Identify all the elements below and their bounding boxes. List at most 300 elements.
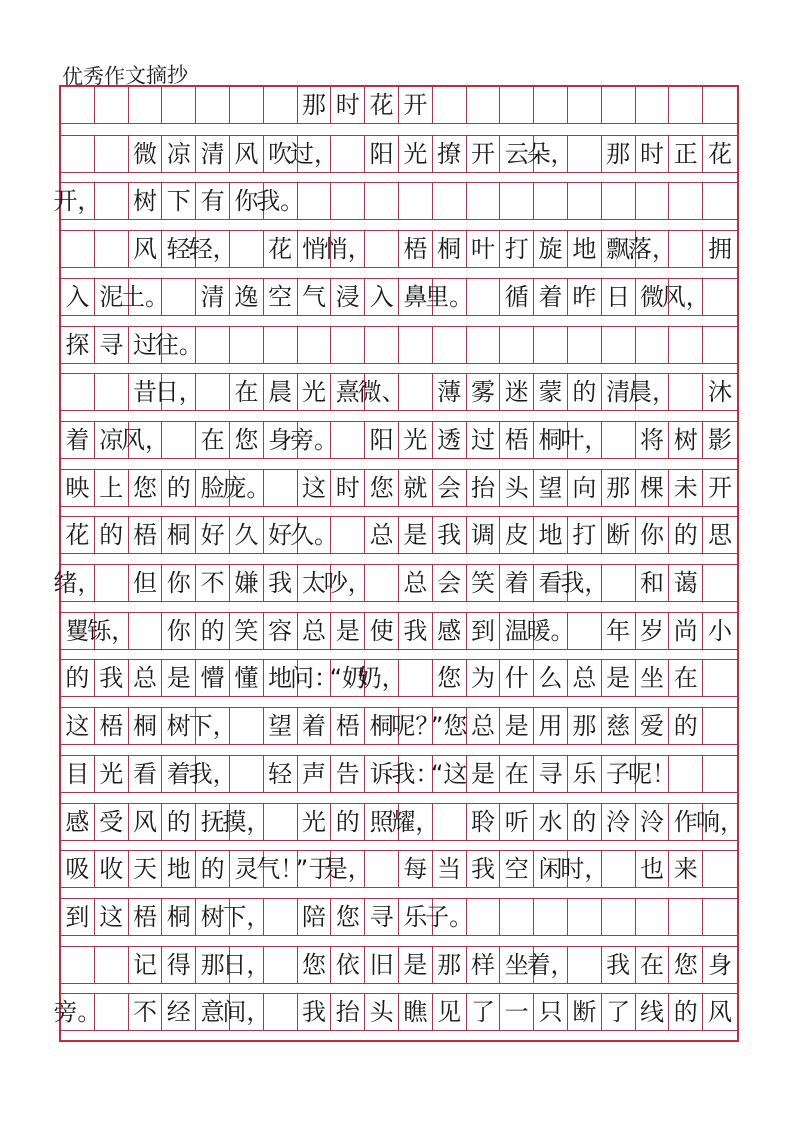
grid-cell: 我 xyxy=(399,613,433,649)
grid-cell: 你 xyxy=(162,613,196,649)
grid-cell xyxy=(365,851,399,887)
grid-cell: 么 xyxy=(534,660,568,696)
grid-cell: 到 xyxy=(467,613,501,649)
grid-cell xyxy=(703,660,737,696)
grid-cell: 微、 xyxy=(365,374,399,410)
grid-cell: 浸 xyxy=(331,279,365,315)
grid-cell: 笑 xyxy=(230,613,264,649)
grid-cell xyxy=(467,899,501,935)
grid-cell: 我： xyxy=(399,756,433,792)
grid-cell xyxy=(467,327,501,363)
grid-cell: 你 xyxy=(636,517,670,553)
grid-cell: 的 xyxy=(95,517,129,553)
grid-cell: 脸 xyxy=(196,470,230,506)
grid-cell: 气 xyxy=(298,279,332,315)
grid-cell: 一 xyxy=(500,994,534,1030)
grid-cell xyxy=(331,183,365,219)
grid-cell xyxy=(703,756,737,792)
grid-cell: 泠 xyxy=(602,804,636,840)
grid-cell xyxy=(95,231,129,267)
grid-cell xyxy=(61,231,95,267)
grid-cell xyxy=(196,374,230,410)
grid-cell: 照 xyxy=(365,804,399,840)
grid-cell: 不 xyxy=(129,994,163,1030)
grid-cell: 断 xyxy=(568,994,602,1030)
grid-cell: 往。 xyxy=(162,327,196,363)
grid-cell: 调 xyxy=(467,517,501,553)
grid-cell xyxy=(264,470,298,506)
grid-cell: 土。 xyxy=(129,279,163,315)
grid-cell: 您 xyxy=(365,470,399,506)
grid-cell: 梧 xyxy=(500,422,534,458)
grid-cell: 在 xyxy=(196,422,230,458)
grid-cell: 你 xyxy=(162,565,196,601)
grid-cell: 那 xyxy=(602,136,636,172)
grid-cell: 诉 xyxy=(365,756,399,792)
grid-cell: 水 xyxy=(534,804,568,840)
grid-cell: 空 xyxy=(500,851,534,887)
grid-cell: 是， xyxy=(331,851,365,887)
grid-cell: 不 xyxy=(196,565,230,601)
grid-cell: 您 xyxy=(129,470,163,506)
grid-cell: 清 xyxy=(602,374,636,410)
grid-cell: 在 xyxy=(669,660,703,696)
grid-cell: 是 xyxy=(467,756,501,792)
grid-cell: 了 xyxy=(602,994,636,1030)
grid-cell xyxy=(703,183,737,219)
grid-cell: 您 xyxy=(298,947,332,983)
text-row xyxy=(61,850,737,888)
grid-cell: 告 xyxy=(331,756,365,792)
grid-cell xyxy=(298,327,332,363)
grid-cell: 懂 xyxy=(230,660,264,696)
grid-cell: 光 xyxy=(399,422,433,458)
grid-cell xyxy=(703,899,737,935)
grid-cell: 那 xyxy=(196,947,230,983)
grid-cell: 的 xyxy=(331,804,365,840)
grid-cell: 总 xyxy=(467,708,501,744)
text-row xyxy=(53,564,737,602)
grid-cell: 映 xyxy=(61,470,95,506)
grid-cell xyxy=(703,279,737,315)
grid-cell: 经 xyxy=(162,994,196,1030)
grid-cell: 悄 xyxy=(298,231,332,267)
grid-cell: 听 xyxy=(500,804,534,840)
grid-cell xyxy=(568,613,602,649)
text-row xyxy=(53,993,737,1031)
grid-cell: 记 xyxy=(129,947,163,983)
grid-cell: 逸 xyxy=(230,279,264,315)
grid-cell xyxy=(61,87,95,123)
grid-cell: 感 xyxy=(61,804,95,840)
grid-cell: 受 xyxy=(95,804,129,840)
grid-cell: 着 xyxy=(61,422,95,458)
grid-cell: 望 xyxy=(264,708,298,744)
grid-cell: 凉 xyxy=(95,422,129,458)
grid-cell xyxy=(568,947,602,983)
grid-cell: 下， xyxy=(230,899,264,935)
grid-cell: 太 xyxy=(298,565,332,601)
grid-cell: 桐 xyxy=(534,422,568,458)
grid-cell xyxy=(602,422,636,458)
grid-cell xyxy=(433,87,467,123)
grid-cell: 您 xyxy=(331,899,365,935)
grid-cell: 蔼 xyxy=(669,565,703,601)
grid-cell: 风 xyxy=(129,231,163,267)
grid-cell: 风 xyxy=(708,998,733,1027)
grid-cell: 上 xyxy=(95,470,129,506)
grid-cell xyxy=(95,87,129,123)
grid-cell xyxy=(196,87,230,123)
grid-cell: 使 xyxy=(365,613,399,649)
grid-cell: 就 xyxy=(399,470,433,506)
grid-cell xyxy=(703,851,737,887)
header-note: 优秀作文摘抄 xyxy=(61,62,189,90)
grid-cell: 空 xyxy=(264,279,298,315)
grid-cell: 绪， xyxy=(61,565,95,601)
grid-cell: 瞧 xyxy=(399,994,433,1030)
grid-cell: 开 xyxy=(399,87,433,123)
grid-cell xyxy=(399,660,433,696)
grid-cell xyxy=(534,183,568,219)
grid-cell: 天 xyxy=(129,851,163,887)
grid-cell xyxy=(196,327,230,363)
grid-cell: 着 xyxy=(162,756,196,792)
text-row xyxy=(61,278,737,316)
grid-cell: 寻 xyxy=(365,899,399,935)
grid-cell: 风 xyxy=(129,804,163,840)
grid-cell xyxy=(602,183,636,219)
grid-cell: 慈 xyxy=(602,708,636,744)
grid-cell: 我 xyxy=(264,565,298,601)
grid-cell: 呢！ xyxy=(636,756,670,792)
grid-cell xyxy=(433,804,467,840)
grid-cell: 风 xyxy=(230,136,264,172)
grid-cell: 撩 xyxy=(433,136,467,172)
grid-cell: 旁。 xyxy=(61,994,95,1030)
grid-cell xyxy=(129,87,163,123)
grid-cell: 地 xyxy=(162,851,196,887)
grid-cell xyxy=(331,517,365,553)
grid-cell: 我 xyxy=(602,947,636,983)
grid-cell: 样 xyxy=(467,947,501,983)
grid-cell xyxy=(264,994,298,1030)
grid-cell: 陪 xyxy=(298,899,332,935)
grid-cell: 下， xyxy=(196,708,230,744)
grid-cell: 我。 xyxy=(264,183,298,219)
grid-cell: 暖。 xyxy=(534,613,568,649)
grid-cell xyxy=(467,279,501,315)
grid-cell xyxy=(162,279,196,315)
grid-cell: 是 xyxy=(500,708,534,744)
grid-cell: 声 xyxy=(298,756,332,792)
grid-cell: 嫌 xyxy=(230,565,264,601)
grid-cell: 过 xyxy=(467,422,501,458)
grid-cell xyxy=(61,374,95,410)
grid-cell: 过， xyxy=(298,136,332,172)
grid-cell: 久 xyxy=(230,517,264,553)
grid-cell: 线 xyxy=(636,994,670,1030)
grid-cell: 阳 xyxy=(365,136,399,172)
grid-cell: 这 xyxy=(61,708,95,744)
grid-cell: 抬 xyxy=(467,470,501,506)
grid-cell xyxy=(264,804,298,840)
grid-cell: 抬 xyxy=(331,994,365,1030)
grid-cell xyxy=(365,565,399,601)
grid-cell: 身 xyxy=(708,950,733,979)
text-row xyxy=(61,755,737,793)
grid-cell xyxy=(602,565,636,601)
grid-cell: 吹 xyxy=(264,136,298,172)
grid-cell xyxy=(331,327,365,363)
grid-cell: 的 xyxy=(669,994,703,1030)
grid-cell xyxy=(230,87,264,123)
grid-cell: 桐 xyxy=(162,899,196,935)
grid-cell: 这 xyxy=(298,470,332,506)
grid-cell: 笑 xyxy=(467,565,501,601)
grid-cell xyxy=(230,327,264,363)
grid-cell: 身 xyxy=(264,422,298,458)
grid-cell: 梧 xyxy=(129,899,163,935)
grid-cell xyxy=(399,327,433,363)
grid-cell xyxy=(602,327,636,363)
grid-cell: 雾 xyxy=(467,374,501,410)
grid-cell xyxy=(264,947,298,983)
grid-cell: 响， xyxy=(696,807,745,836)
grid-cell: 光 xyxy=(399,136,433,172)
grid-cell: 花 xyxy=(708,139,733,168)
grid-cell: 依 xyxy=(331,947,365,983)
grid-cell: 吵， xyxy=(331,565,365,601)
grid-cell: 开， xyxy=(61,183,95,219)
grid-cell: 落， xyxy=(636,231,670,267)
grid-cell: 棵 xyxy=(636,470,670,506)
grid-cell: 入 xyxy=(61,279,95,315)
grid-cell: 日 xyxy=(602,279,636,315)
grid-cell: 的 xyxy=(196,613,230,649)
grid-cell: 意 xyxy=(196,994,230,1030)
grid-cell xyxy=(365,231,399,267)
grid-cell: 花 xyxy=(264,231,298,267)
grid-cell: 旁。 xyxy=(298,422,332,458)
grid-cell xyxy=(399,374,433,410)
grid-cell: 呢？ xyxy=(399,708,433,744)
grid-cell xyxy=(568,183,602,219)
grid-cell xyxy=(500,87,534,123)
grid-cell: 着， xyxy=(534,947,568,983)
grid-cell: 皮 xyxy=(500,517,534,553)
grid-cell: 时 xyxy=(636,136,670,172)
grid-cell: 会 xyxy=(433,470,467,506)
grid-cell: 光 xyxy=(298,804,332,840)
grid-cell: 树 xyxy=(196,899,230,935)
grid-cell: 正 xyxy=(669,136,703,172)
grid-cell: 旧 xyxy=(365,947,399,983)
grid-cell: 微 xyxy=(636,279,670,315)
grid-cell: 光 xyxy=(95,756,129,792)
grid-cell xyxy=(331,136,365,172)
grid-cell: 透 xyxy=(433,422,467,458)
grid-cell: 问： xyxy=(298,660,332,696)
grid-cell: 气！ xyxy=(264,851,298,887)
grid-cell xyxy=(703,565,737,601)
grid-cell: 尚 xyxy=(669,613,703,649)
grid-cell: 的 xyxy=(196,851,230,887)
grid-cell: 沐 xyxy=(708,378,733,407)
grid-cell: 在 xyxy=(636,947,670,983)
title-row xyxy=(61,87,737,124)
grid-cell: 是 xyxy=(602,660,636,696)
grid-cell: 的 xyxy=(568,374,602,410)
grid-cell: 地 xyxy=(534,517,568,553)
text-row xyxy=(61,135,737,173)
grid-cell xyxy=(264,899,298,935)
grid-cell: 看 xyxy=(534,565,568,601)
grid-cell xyxy=(162,422,196,458)
grid-cell: 树 xyxy=(669,422,703,458)
text-row xyxy=(61,898,737,936)
grid-cell: ”于 xyxy=(298,851,332,887)
grid-cell xyxy=(568,87,602,123)
grid-cell xyxy=(162,87,196,123)
grid-cell: 地 xyxy=(264,660,298,696)
grid-cell: 见 xyxy=(433,994,467,1030)
grid-cell: 当 xyxy=(433,851,467,887)
grid-cell: 摸， xyxy=(230,804,264,840)
grid-cell: 鼻 xyxy=(399,279,433,315)
grid-cell: 子。 xyxy=(433,899,467,935)
grid-cell: 桐 xyxy=(129,708,163,744)
grid-cell: 是 xyxy=(331,613,365,649)
grid-cell: 坐 xyxy=(500,947,534,983)
grid-cell: 着 xyxy=(534,279,568,315)
grid-cell: 目 xyxy=(61,756,95,792)
grid-cell xyxy=(95,183,129,219)
grid-cell xyxy=(230,231,264,267)
grid-cell: 蒙 xyxy=(534,374,568,410)
grid-cell: 您 xyxy=(230,422,264,458)
grid-cell: 的 xyxy=(61,660,95,696)
grid-cell: 了 xyxy=(467,994,501,1030)
grid-cell: 闲 xyxy=(534,851,568,887)
grid-cell xyxy=(433,183,467,219)
grid-cell xyxy=(467,183,501,219)
grid-cell: 朵， xyxy=(534,136,568,172)
grid-cell: 日， xyxy=(230,947,264,983)
grid-cell xyxy=(95,374,129,410)
grid-cell xyxy=(61,136,95,172)
grid-cell: 轻 xyxy=(264,756,298,792)
grid-cell: 花 xyxy=(365,87,399,123)
grid-cell xyxy=(669,183,703,219)
grid-cell xyxy=(534,87,568,123)
grid-cell: 入 xyxy=(365,279,399,315)
grid-cell xyxy=(703,87,737,123)
grid-cell: 寻 xyxy=(95,327,129,363)
grid-cell: 的 xyxy=(669,517,703,553)
grid-cell: 好 xyxy=(196,517,230,553)
grid-cell: 旋 xyxy=(534,231,568,267)
grid-cell: 将 xyxy=(636,422,670,458)
grid-cell: 开 xyxy=(467,136,501,172)
grid-cell xyxy=(331,422,365,458)
grid-cell xyxy=(95,136,129,172)
grid-cell: 光 xyxy=(298,374,332,410)
grid-cell xyxy=(636,327,670,363)
grid-cell: 头 xyxy=(365,994,399,1030)
grid-cell xyxy=(534,327,568,363)
grid-cell xyxy=(669,899,703,935)
grid-cell xyxy=(230,756,264,792)
grid-cell: 地 xyxy=(568,231,602,267)
grid-cell: 看 xyxy=(129,756,163,792)
grid-cell: 循 xyxy=(500,279,534,315)
grid-cell: 开 xyxy=(708,473,733,502)
grid-cell: 什 xyxy=(500,660,534,696)
grid-cell: 未 xyxy=(669,470,703,506)
grid-cell: 收 xyxy=(95,851,129,887)
grid-cell xyxy=(703,327,737,363)
grid-cell: 过 xyxy=(129,327,163,363)
grid-cell: 我 xyxy=(298,994,332,1030)
grid-cell: 是 xyxy=(399,947,433,983)
grid-cell: 好 xyxy=(264,517,298,553)
grid-cell: 向 xyxy=(568,470,602,506)
grid-cell xyxy=(298,183,332,219)
grid-cell: 聆 xyxy=(467,804,501,840)
grid-cell: 只 xyxy=(534,994,568,1030)
grid-cell: 总 xyxy=(129,660,163,696)
grid-cell: 梧 xyxy=(399,231,433,267)
grid-cell xyxy=(467,87,501,123)
grid-cell xyxy=(500,327,534,363)
grid-cell: 的 xyxy=(568,804,602,840)
grid-cell xyxy=(568,136,602,172)
grid-cell: 铄， xyxy=(95,613,129,649)
grid-cell: 总 xyxy=(365,517,399,553)
grid-cell: 岁 xyxy=(636,613,670,649)
grid-cell: 灵 xyxy=(230,851,264,887)
grid-cell: 桐 xyxy=(162,517,196,553)
grid-cell: 那 xyxy=(298,87,332,123)
grid-cell: 叶， xyxy=(568,422,602,458)
grid-cell: 轻， xyxy=(196,231,230,267)
grid-cell: 坐 xyxy=(636,660,670,696)
grid-cell: 轻 xyxy=(162,231,196,267)
grid-cell xyxy=(636,87,670,123)
grid-cell: 昔 xyxy=(129,374,163,410)
grid-cell xyxy=(264,327,298,363)
grid-cell: 庞。 xyxy=(230,470,264,506)
grid-cell: 这 xyxy=(95,899,129,935)
grid-cell: 来 xyxy=(669,851,703,887)
grid-cell: 桐 xyxy=(433,231,467,267)
grid-cell xyxy=(602,851,636,887)
grid-cell xyxy=(669,756,703,792)
grid-cell: 是 xyxy=(399,517,433,553)
grid-cell: 的 xyxy=(669,708,703,744)
grid-cell xyxy=(95,947,129,983)
grid-cell: 梧 xyxy=(129,517,163,553)
grid-cell: 拥 xyxy=(708,235,733,264)
grid-cell: 小 xyxy=(708,616,733,645)
grid-cell: 影 xyxy=(708,425,733,454)
grid-cell: 每 xyxy=(399,851,433,887)
text-row xyxy=(61,707,737,745)
grid-cell: 在 xyxy=(500,756,534,792)
grid-cell: 我 xyxy=(433,517,467,553)
grid-cell: 晨 xyxy=(264,374,298,410)
